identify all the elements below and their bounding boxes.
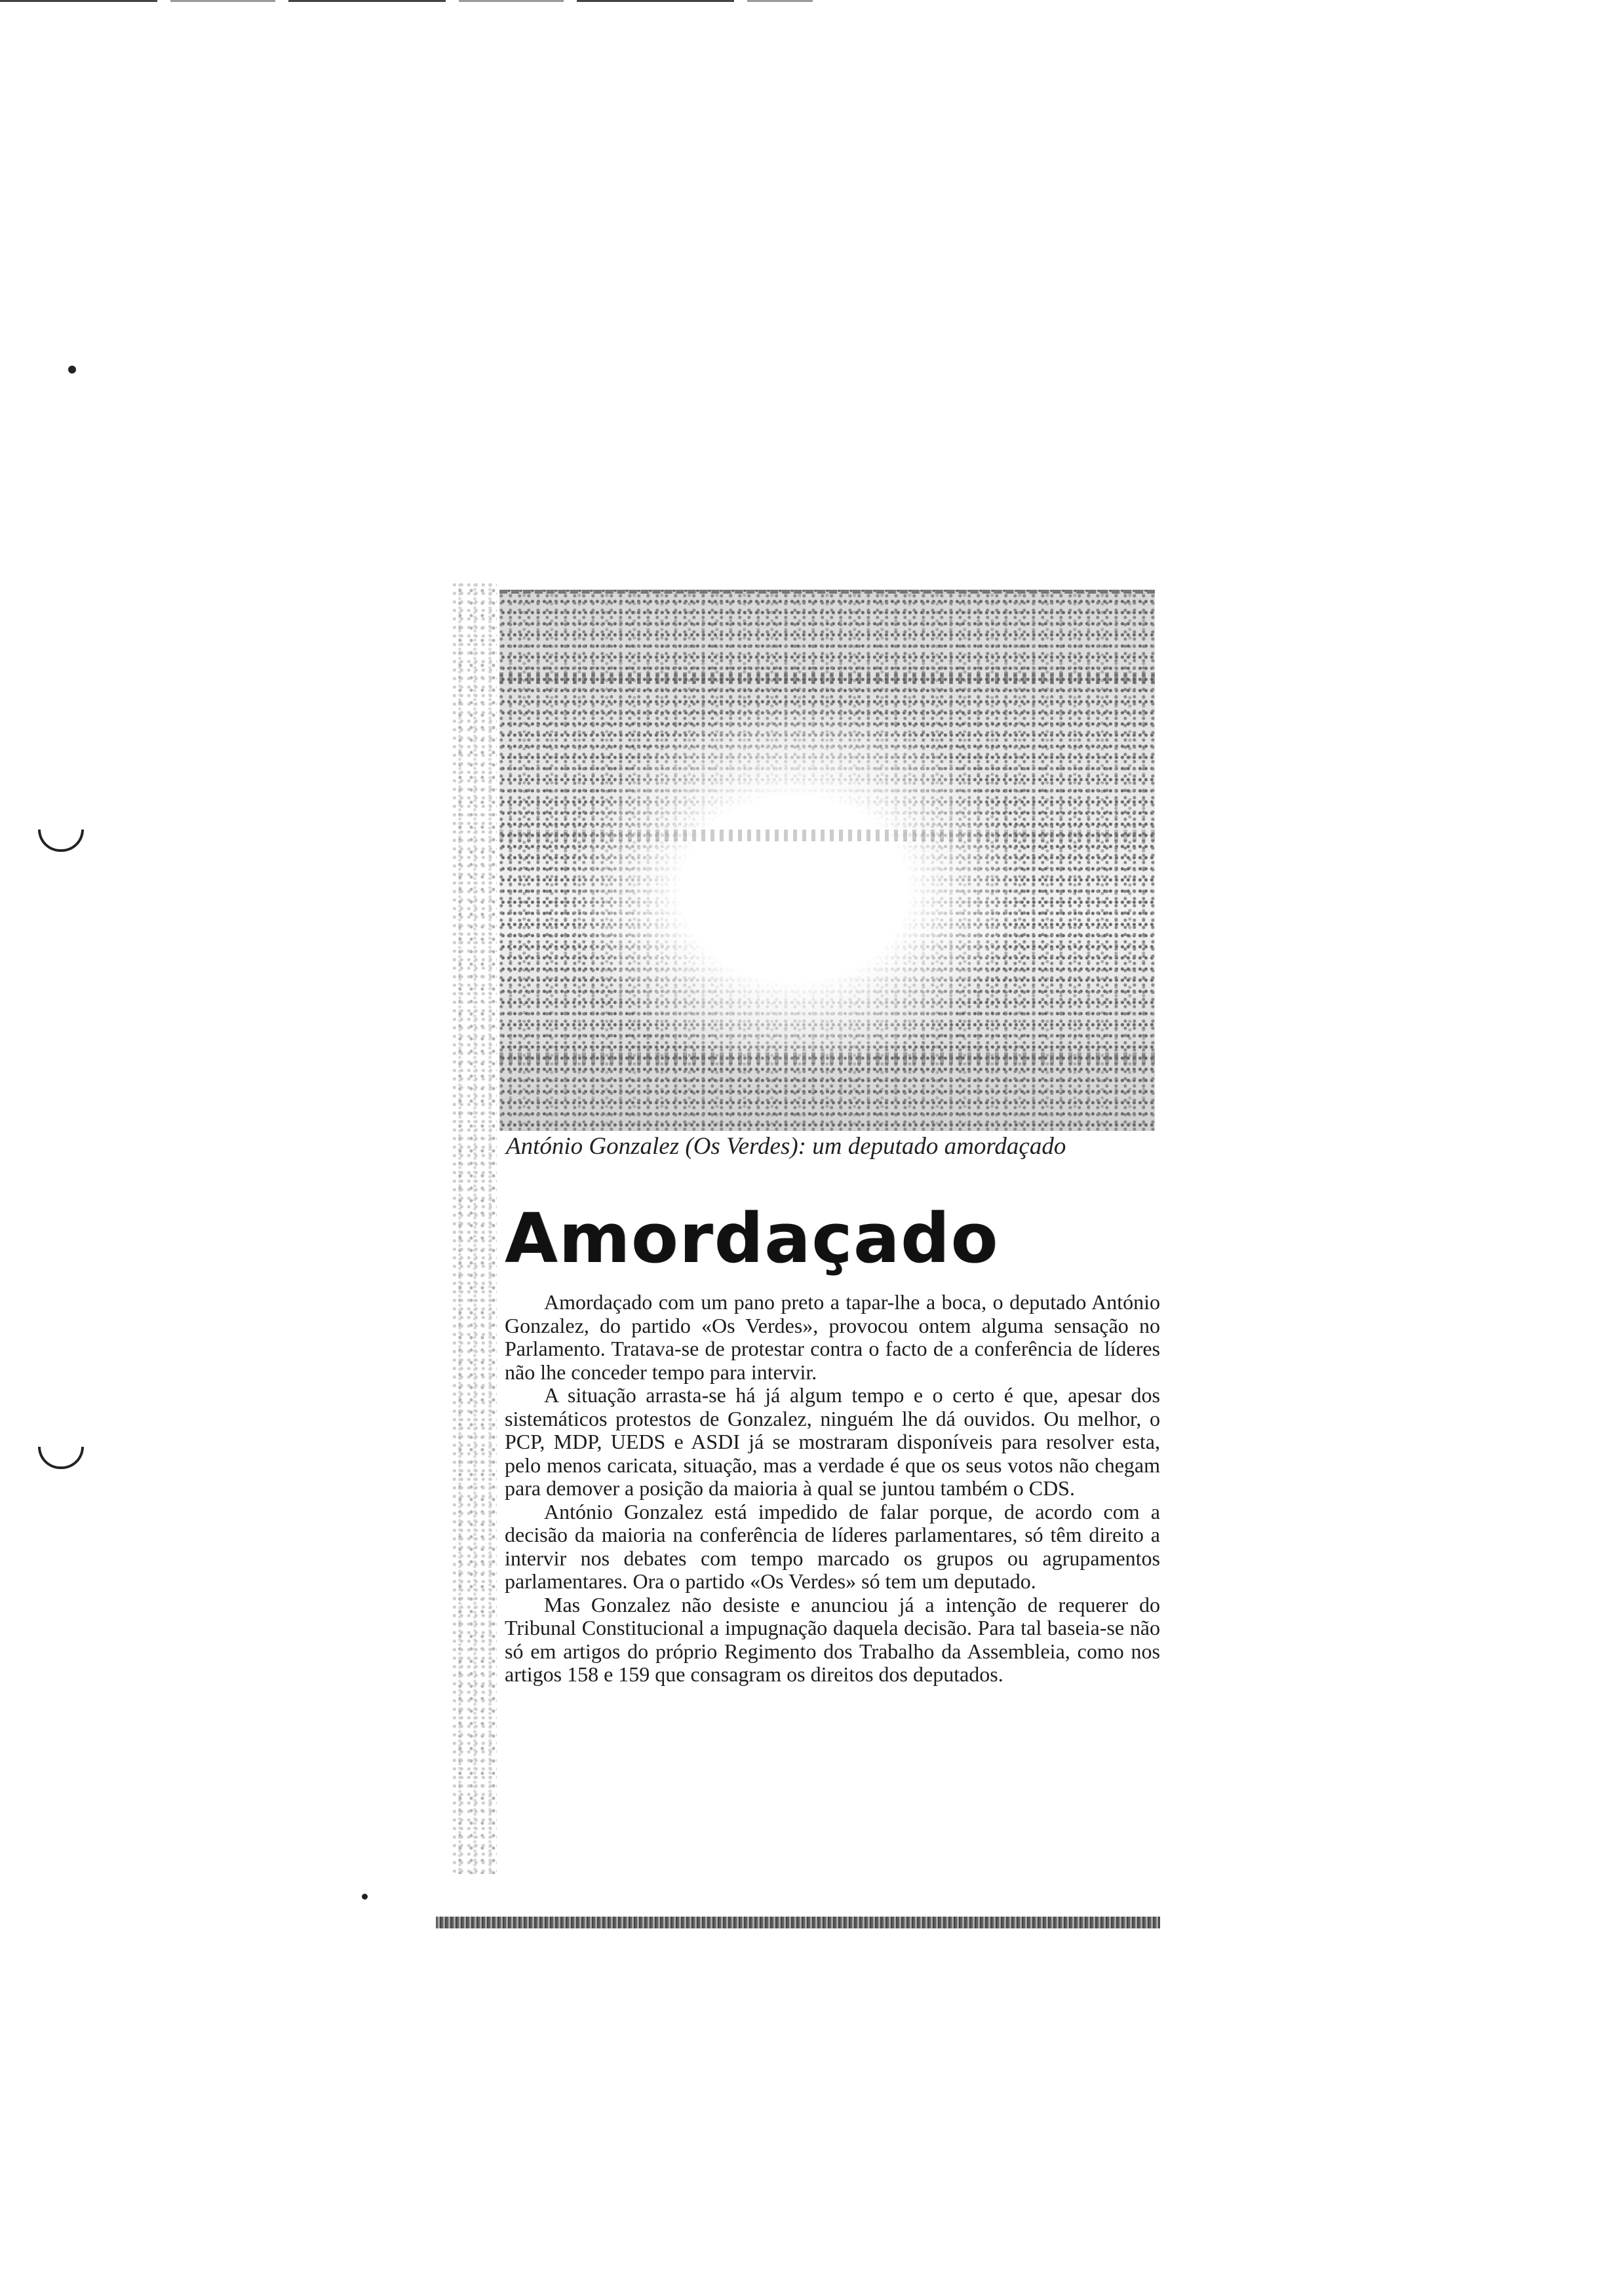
scan-top-edge	[0, 0, 813, 2]
article-paragraph-4: Mas Gonzalez não desiste e anunciou já a intenção de requerer do Tribunal Constitucional a impugnação daquela decisão. Para tal baseia-se não só em artigos do próprio Regimento dos Trabalho da Assembleia, como nos artigos 158 e 159 que consagram os direitos dos deputados.	[505, 1592, 1160, 1686]
photo-halftone-band	[499, 1052, 1155, 1064]
binder-hole-lower	[38, 1447, 84, 1469]
article-paragraph-3: António Gonzalez está impedido de falar porque, de acordo com a decisão da maioria na conferência de líderes parlamentares, só têm direito a intervir nos debates com tempo marcado os grupos ou agrupamentos parlamentares. Ora o partido «Os Verdes» só tem um deputado.	[505, 1499, 1160, 1593]
article-paragraph-1: Amordaçado com um pano preto a tapar-lhe a boca, o deputado António Gonzalez, do partido «Os Verdes», provocou ontem alguma sensação no Parlamento. Tratava-se de protestar contra o facto de a conferência de líderes não lhe conceder tempo para intervir.	[505, 1290, 1160, 1384]
punch-dot-bottom	[362, 1894, 368, 1900]
article-body	[505, 1291, 1160, 1687]
punch-dot-top	[68, 366, 76, 373]
photo-caption: António Gonzalez (Os Verdes): um deputado amordaçado	[506, 1133, 1066, 1160]
clipping-bottom-rule	[436, 1917, 1160, 1928]
article-photo	[499, 590, 1155, 1131]
article-headline: Amordaçado	[505, 1198, 999, 1278]
binder-hole-upper	[38, 830, 84, 852]
photo-halftone-band	[499, 830, 1155, 841]
newspaper-clipping	[452, 577, 1167, 1900]
photo-halftone-band	[499, 672, 1155, 684]
clipping-torn-edge	[452, 583, 497, 1874]
article-paragraph-2: A situação arrasta-se há já algum tempo e o certo é que, apesar dos sistemáticos protestos de Gonzalez, ninguém lhe dá ouvidos. Ou melhor, o PCP, MDP, UEDS e ASDI já se mostraram disponíveis para resolver esta, pelo menos caricata, situação, mas a verdade é que os seus votos não chegam para demover a posição da maioria à qual se juntou também o CDS.	[505, 1383, 1160, 1500]
